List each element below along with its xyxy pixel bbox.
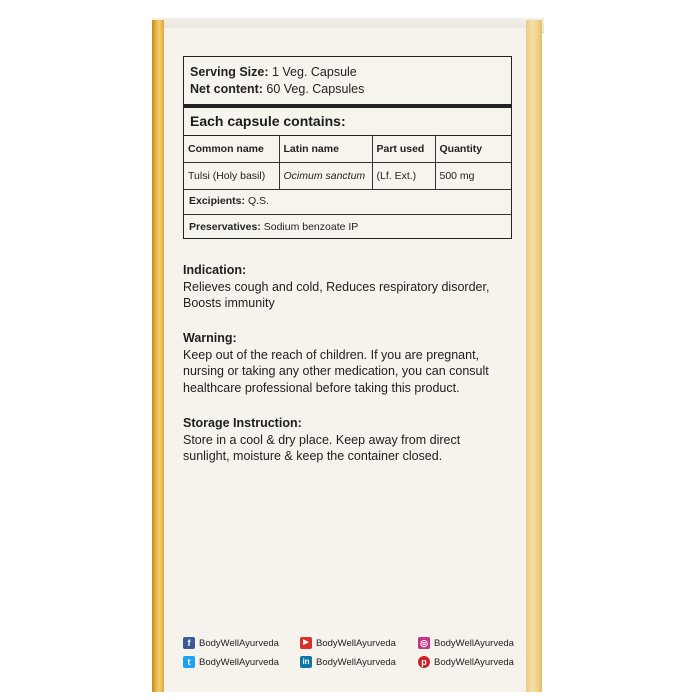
social-pinterest bbox=[418, 656, 514, 668]
ingredients-table bbox=[184, 135, 511, 190]
table-header-row bbox=[184, 136, 511, 163]
box-left-edge bbox=[152, 20, 164, 692]
serving-info bbox=[184, 57, 511, 98]
net-content-value: 60 Veg. Capsules bbox=[262, 82, 365, 96]
box-right-edge bbox=[526, 20, 542, 692]
cell-common-name: Tulsi (Holy basil) bbox=[184, 163, 279, 190]
preservatives-row bbox=[184, 215, 511, 239]
social-twitter bbox=[183, 656, 279, 668]
indication-section bbox=[183, 262, 513, 312]
contains-heading: Each capsule contains: bbox=[190, 113, 346, 129]
supplement-facts-box bbox=[183, 56, 512, 239]
storage-heading: Storage Instruction: bbox=[183, 416, 302, 430]
warning-section bbox=[183, 330, 513, 396]
warning-line: Keep out of the reach of children. If you are pregnant, bbox=[183, 347, 480, 362]
cell-part-used: (Lf. Ext.) bbox=[372, 163, 435, 190]
twitter-icon: t bbox=[183, 656, 195, 668]
preservatives-label: Preservatives: bbox=[189, 221, 261, 233]
warning-line: nursing or taking any other medication, you can consult bbox=[183, 364, 489, 378]
preservatives-value: Sodium benzoate IP bbox=[260, 221, 359, 233]
storage-line: sunlight, moisture & keep the container closed. bbox=[183, 449, 443, 463]
serving-size-value: 1 Veg. Capsule bbox=[268, 65, 357, 79]
facebook-handle: BodyWellAyurveda bbox=[199, 637, 279, 649]
social-linkedin bbox=[300, 656, 396, 668]
cell-quantity: 500 mg bbox=[435, 163, 511, 190]
excipients-label: Excipients: bbox=[189, 195, 246, 207]
cell-latin-name: Ocimum sanctum bbox=[279, 163, 372, 190]
social-facebook bbox=[183, 637, 279, 649]
warning-line: healthcare professional before taking this product. bbox=[183, 380, 460, 395]
warning-heading: Warning: bbox=[183, 331, 237, 345]
excipients-value: Q.S. bbox=[245, 195, 269, 207]
excipients-row bbox=[184, 188, 511, 215]
indication-line: Relieves cough and cold, Reduces respiratory disorder, bbox=[183, 279, 490, 294]
col-part-used: Part used bbox=[372, 136, 435, 163]
linkedin-handle: BodyWellAyurveda bbox=[316, 656, 396, 668]
storage-line: Store in a cool & dry place. Keep away from direct bbox=[183, 432, 461, 447]
table-row bbox=[184, 163, 511, 190]
serving-size-label: Serving Size: bbox=[190, 65, 269, 79]
instagram-handle: BodyWellAyurveda bbox=[434, 637, 514, 649]
indication-line: Boosts immunity bbox=[183, 296, 275, 310]
pinterest-handle: BodyWellAyurveda bbox=[434, 656, 514, 668]
net-content-label: Net content: bbox=[190, 82, 263, 96]
twitter-handle: BodyWellAyurveda bbox=[199, 656, 279, 668]
divider-thick bbox=[184, 104, 511, 108]
storage-section bbox=[183, 415, 513, 465]
social-instagram bbox=[418, 637, 514, 649]
pinterest-icon: p bbox=[418, 656, 430, 668]
facebook-icon: f bbox=[183, 637, 195, 649]
youtube-icon: ▶ bbox=[300, 637, 312, 649]
indication-heading: Indication: bbox=[183, 263, 247, 277]
col-latin-name: Latin name bbox=[279, 136, 372, 163]
instagram-icon: ◎ bbox=[418, 637, 430, 649]
col-common-name: Common name bbox=[184, 136, 279, 163]
social-youtube bbox=[300, 637, 396, 649]
youtube-handle: BodyWellAyurveda bbox=[316, 637, 396, 649]
col-quantity: Quantity bbox=[435, 136, 511, 163]
linkedin-icon: in bbox=[300, 656, 312, 668]
